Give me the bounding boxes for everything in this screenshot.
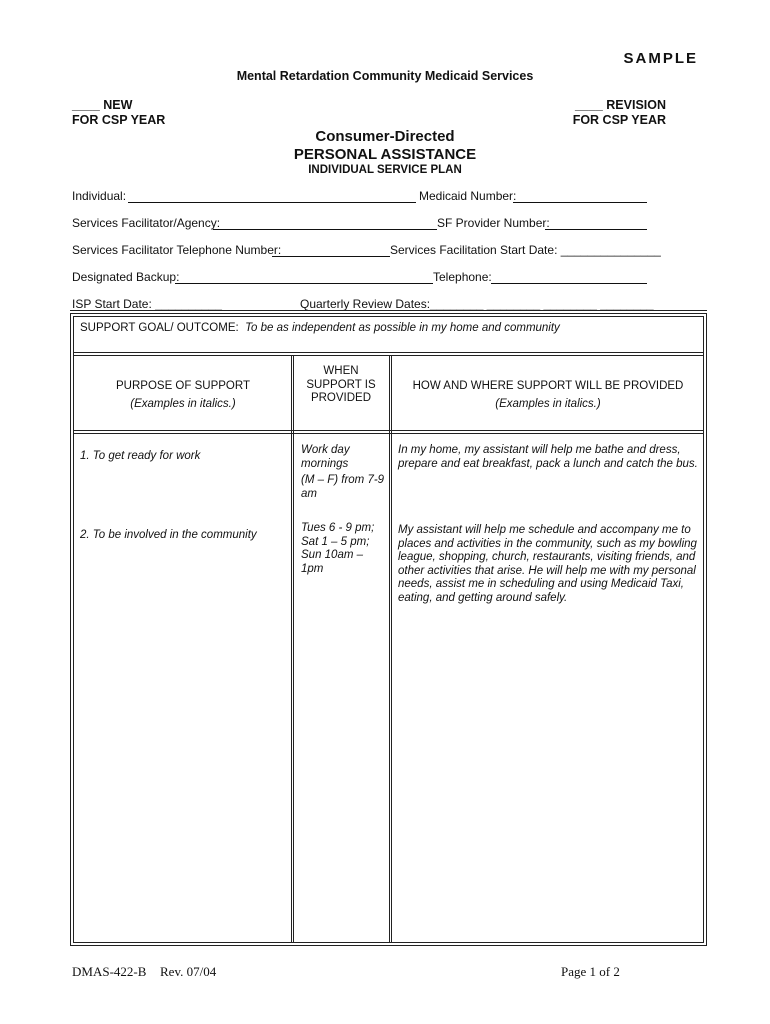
- purpose-header-sub: (Examples in italics.): [130, 397, 236, 410]
- agency-title: Mental Retardation Community Medicaid Services: [236, 69, 534, 83]
- sf-telephone-label: Services Facilitator Telephone Number:: [72, 243, 282, 257]
- revision-checkbox-line[interactable]: ____ REVISION: [574, 98, 666, 112]
- new-for-csp-year-label: FOR CSP YEAR: [72, 113, 166, 127]
- medicaid-number-label: Medicaid Number:: [419, 189, 517, 203]
- row1-when[interactable]: Work day mornings: [301, 444, 350, 470]
- how-header-label: HOW AND WHERE SUPPORT WILL BE PROVIDED: [412, 380, 684, 392]
- sample-watermark: SAMPLE: [623, 50, 698, 67]
- services-facilitator-agency-input-line[interactable]: [213, 229, 437, 230]
- form-revision: Rev. 07/04: [160, 964, 217, 979]
- how-header-sub: (Examples in italics.): [495, 397, 601, 410]
- form-title-line3: INDIVIDUAL SERVICE PLAN: [308, 164, 462, 176]
- form-title-line2: PERSONAL ASSISTANCE: [293, 146, 477, 163]
- row1-how[interactable]: In my home, my assistant will help me bathe and dress, prepare and eat breakfast, pack a lunch and catch the bus.: [398, 444, 698, 470]
- telephone-input-line[interactable]: [491, 283, 647, 284]
- sf-provider-number-input-line[interactable]: [545, 229, 647, 230]
- table-top-rule: [70, 310, 707, 311]
- purpose-header: [80, 380, 286, 411]
- purpose-header-label: PURPOSE OF SUPPORT: [116, 380, 250, 392]
- quarterly-review-dates-label[interactable]: Quarterly Review Dates:________ ________ ________ ________: [300, 297, 654, 311]
- when-header: WHEN SUPPORT IS PROVIDED: [306, 365, 376, 404]
- individual-input-line[interactable]: [128, 202, 416, 203]
- form-title-line1: Consumer-Directed: [315, 128, 455, 145]
- row1-when-extra[interactable]: (M – F) from 7-9 am: [301, 474, 385, 500]
- row2-purpose[interactable]: 2. To be involved in the community: [80, 529, 257, 541]
- individual-label: Individual:: [72, 189, 127, 203]
- designated-backup-label: Designated Backup:: [72, 270, 180, 284]
- telephone-label: Telephone:: [433, 270, 492, 284]
- medicaid-number-input-line[interactable]: [513, 202, 647, 203]
- row2-when[interactable]: Tues 6 - 9 pm; Sat 1 – 5 pm; Sun 10am – 1pm: [301, 522, 375, 575]
- page-number: Page 1 of 2: [561, 964, 620, 979]
- designated-backup-input-line[interactable]: [175, 283, 433, 284]
- new-checkbox-line[interactable]: ____ NEW: [72, 98, 133, 112]
- column-divider-1b: [293, 355, 294, 943]
- support-goal-label: SUPPORT GOAL/ OUTCOME:: [80, 322, 239, 334]
- support-goal-text[interactable]: To be as independent as possible in my home and community: [245, 322, 560, 334]
- support-goal-row: [80, 322, 560, 334]
- sf-telephone-input-line[interactable]: [272, 256, 390, 257]
- column-divider-2: [389, 355, 390, 943]
- sf-provider-number-label: SF Provider Number:: [437, 216, 550, 230]
- new-csp-year-block: [72, 98, 165, 128]
- form-number: DMAS-422-B: [72, 964, 147, 979]
- how-header: [392, 380, 704, 411]
- revision-for-csp-year-label: FOR CSP YEAR: [572, 113, 666, 127]
- row2-how[interactable]: My assistant will help me schedule and accompany me to places and activities in the community, such as my bowling league, shopping, church, restaurants, visiting friends, and other activities that arise. He will help me with my personal needs, assist me in scheduling and using Medicaid Taxi, eating, and getting around safely.: [398, 524, 697, 604]
- services-facilitator-agency-label: Services Facilitator/Agency:: [72, 216, 221, 230]
- sf-start-date-label[interactable]: Services Facilitation Start Date: _______________: [390, 243, 661, 257]
- row1-purpose[interactable]: 1. To get ready for work: [80, 450, 201, 462]
- isp-start-date-label[interactable]: ISP Start Date: __________: [72, 297, 222, 311]
- goal-divider: [73, 352, 704, 353]
- column-divider-1: [291, 355, 292, 943]
- revision-csp-year-block: [573, 98, 666, 128]
- column-divider-2b: [391, 355, 392, 943]
